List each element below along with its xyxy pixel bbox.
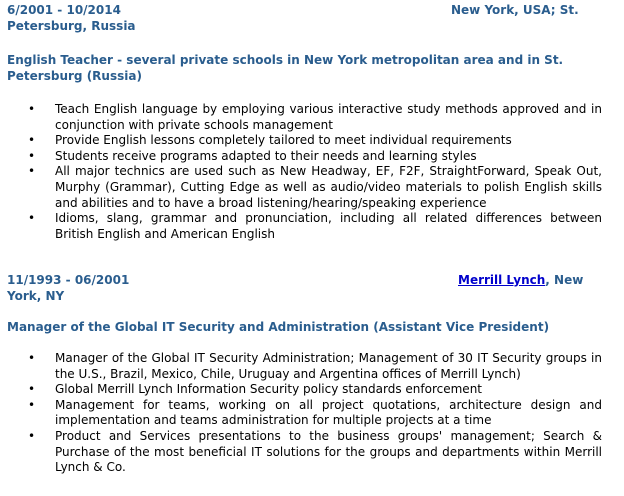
list-item-text: Idioms, slang, grammar and pronunciation, including all related differences between British English and American English: [55, 211, 602, 241]
bullet-icon: •: [28, 382, 36, 397]
list-item: [28, 102, 602, 133]
job-entry: [0, 272, 602, 476]
list-item-text: Product and Services presentations to the business groups' management; Search & Purchase of the most beneficial IT solutions for the groups and departments within Merrill Lynch & Co.: [55, 428, 602, 475]
bullet-icon: •: [28, 428, 36, 443]
job-location-continued: Petersburg, Russia: [7, 19, 136, 33]
bullet-icon: •: [28, 211, 36, 226]
job-entry: [0, 2, 602, 242]
bullet-icon: •: [28, 164, 36, 179]
job-location-continued: York, NY: [7, 289, 65, 303]
bullet-icon: •: [28, 397, 36, 412]
list-item-text: Provide English lessons completely tailored to meet individual requirements: [55, 133, 512, 148]
list-item-text: Global Merrill Lynch Information Security policy standards enforcement: [55, 382, 483, 397]
list-item: [28, 133, 602, 149]
list-item-text: Manager of the Global IT Security Administration; Management of 30 IT Security groups in the U.S., Brazil, Mexico, Chile, Uruguay and Argentina offices of Merrill Lynch): [55, 351, 602, 381]
list-item: [28, 351, 602, 382]
list-item: [28, 164, 602, 211]
bullet-icon: •: [28, 351, 36, 365]
list-item: [28, 382, 602, 398]
job-location: [458, 272, 583, 288]
list-item-text: Management for teams, working on all project quotations, architecture design and implementation and teams administration for multiple projects at a time: [55, 397, 602, 428]
list-item-text: All major technics are used such as New Headway, EF, F2F, StraightForward, Speak Out, Murphy (Grammar), Cutting Edge as well as audio/video materials to polish English skills and abilities and to have a broad listening/hearing/speaking experience: [55, 164, 602, 210]
list-item-text: Students receive programs adapted to their needs and learning styles: [55, 148, 477, 163]
bullet-icon: •: [28, 148, 36, 163]
job-location: New York, USA; St.: [451, 3, 579, 17]
job-title: Manager of the Global IT Security and Administration (Assistant Vice President): [7, 320, 550, 334]
job-date: 6/2001 - 10/2014: [7, 3, 121, 17]
job-bullet-list: [0, 351, 602, 476]
job-location-rest: , New: [545, 273, 584, 287]
list-item: [28, 428, 602, 476]
bullet-icon: •: [28, 133, 36, 148]
job-date: 11/1993 - 06/2001: [7, 273, 130, 287]
job-bullet-list: [0, 102, 602, 242]
bullet-icon: •: [28, 102, 36, 116]
job-meta: [7, 2, 597, 34]
list-item: [28, 211, 602, 242]
job-meta: [7, 272, 597, 304]
company-link[interactable]: Merrill Lynch: [458, 273, 546, 287]
job-title: English Teacher - several private schools in New York metropolitan area and in St. Petersburg (Russia): [7, 53, 564, 83]
list-item: [28, 397, 602, 429]
list-item: [28, 148, 602, 165]
list-item-text: Teach English language by employing various interactive study methods approved and in conjunction with private schools management: [55, 102, 602, 132]
